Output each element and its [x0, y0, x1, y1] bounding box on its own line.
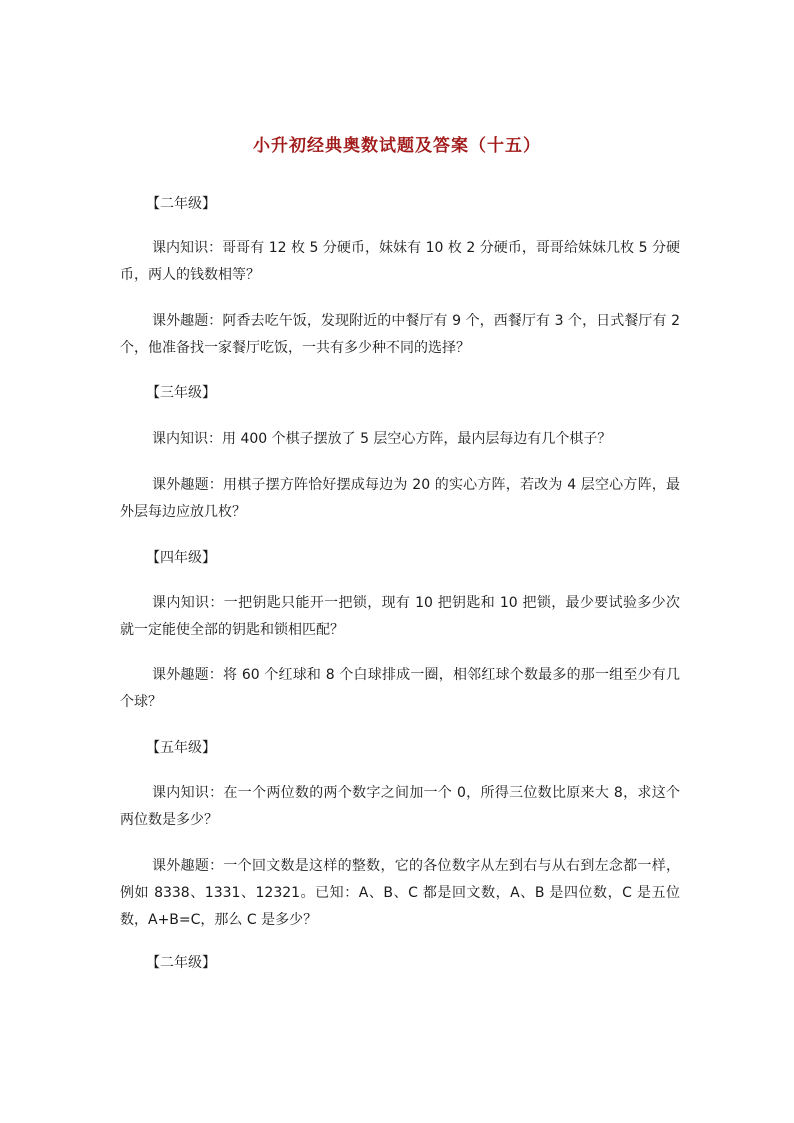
extra-question-grade-5: 课外趣题：一个回文数是这样的整数，它的各位数字从左到右与从右到左念都一样，例如 8338、1331、12321。已知：A、B、C 都是回文数，A、B 是四位数，C 是五位数，A+B=C，那么 C 是多少？ [120, 858, 680, 928]
extra-question-grade-3: 课外趣题：用棋子摆方阵恰好摆成每边为 20 的实心方阵，若改为 4 层空心方阵，最外层每边应放几枚？ [120, 477, 680, 520]
grade-heading-next: 【二年级】 [146, 955, 216, 971]
extra-question-grade-2: 课外趣题：阿香去吃午饭，发现附近的中餐厅有 9 个，西餐厅有 3 个，日式餐厅有 2 个，他准备找一家餐厅吃饭，一共有多少种不同的选择？ [120, 313, 680, 356]
grade-heading-3: 【三年级】 [146, 385, 216, 401]
grade-heading-5: 【五年级】 [146, 740, 216, 756]
inclass-question-grade-5: 课内知识：在一个两位数的两个数字之间加一个 0，所得三位数比原来大 8，求这个两位数是多少？ [120, 785, 680, 828]
document-title: 小升初经典奥数试题及答案（十五） [253, 136, 541, 156]
grade-heading-2: 【二年级】 [146, 196, 216, 212]
grade-heading-4: 【四年级】 [146, 550, 216, 566]
extra-question-grade-4: 课外趣题：将 60 个红球和 8 个白球排成一圈，相邻红球个数最多的那一组至少有几个球？ [120, 667, 680, 710]
inclass-question-grade-4: 课内知识：一把钥匙只能开一把锁，现有 10 把钥匙和 10 把锁，最少要试验多少次就一定能使全部的钥匙和锁相匹配？ [120, 595, 680, 638]
inclass-question-grade-2: 课内知识：哥哥有 12 枚 5 分硬币，妹妹有 10 枚 2 分硬币，哥哥给妹妹几枚 5 分硬币，两人的钱数相等？ [120, 240, 680, 283]
inclass-question-grade-3: 课内知识：用 400 个棋子摆放了 5 层空心方阵，最内层每边有几个棋子？ [152, 431, 612, 447]
